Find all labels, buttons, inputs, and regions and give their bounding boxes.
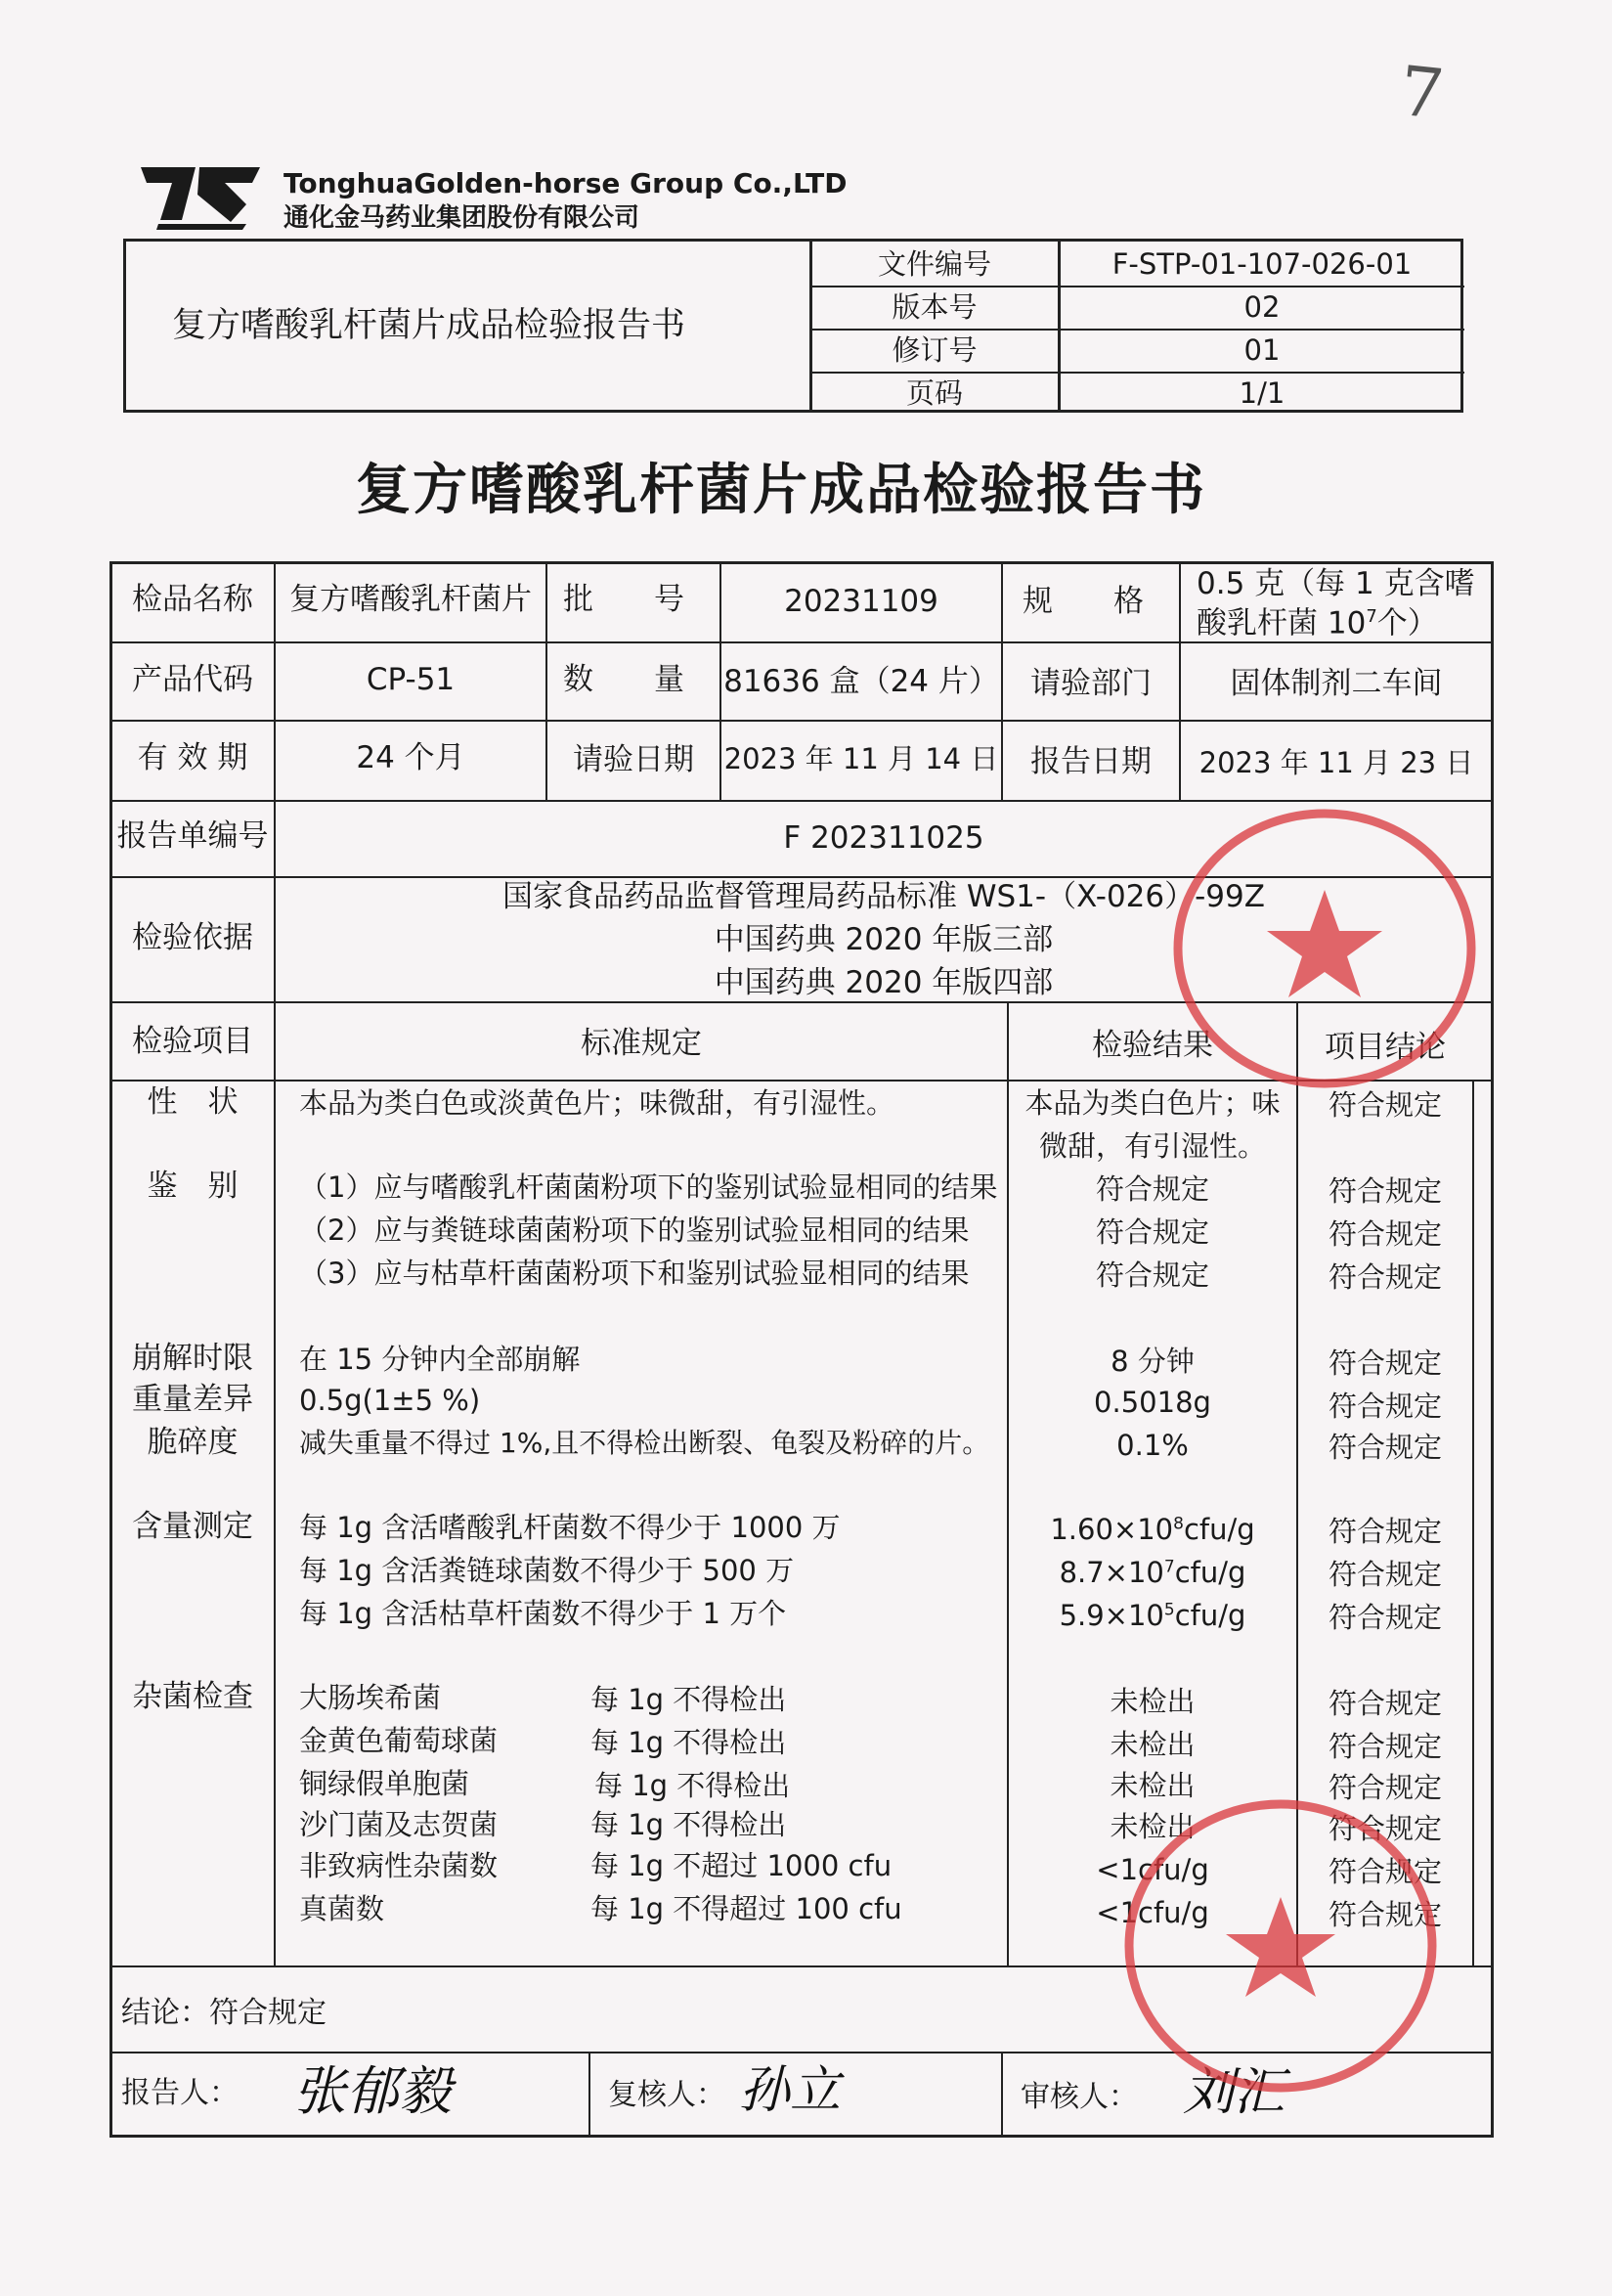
quality-seal-stamp xyxy=(1114,1789,1447,2102)
batch-label: 批 号 xyxy=(563,582,684,617)
standard-friability: 减失重量不得过 1%,且不得检出断裂、龟裂及粉碎的片。 xyxy=(299,1427,990,1459)
microbial-conclusion: 符合规定 xyxy=(1328,1687,1442,1720)
header-doc-title: 复方嗜酸乳杆菌片成品检验报告书 xyxy=(172,306,686,345)
result-assay: $8.7\times 10^7cfu/g$ xyxy=(1059,1556,1246,1589)
request-dept-label: 请验部门 xyxy=(1030,666,1152,701)
item-appearance: 性 状 xyxy=(147,1084,239,1120)
microbial-result: 未检出 xyxy=(1110,1728,1196,1761)
header-conclusion: 项目结论 xyxy=(1325,1030,1446,1065)
conclusion-appearance: 符合规定 xyxy=(1328,1088,1442,1122)
reporter-label: 报告人： xyxy=(121,2076,239,2110)
microbial-organism: 真菌数 xyxy=(299,1892,385,1925)
report-date-label: 报告日期 xyxy=(1030,744,1152,779)
spec-line-1: 0.5 克（每 1 克含嗜 xyxy=(1197,566,1475,601)
conclusion-assay: 符合规定 xyxy=(1328,1515,1442,1548)
standard-assay: 每 1g 含活嗜酸乳杆菌数不得少于 1000 万 xyxy=(299,1511,841,1544)
request-date-label: 请验日期 xyxy=(573,742,694,777)
request-date: 2023 年 11 月 14 日 xyxy=(723,742,999,775)
conclusion-weight-variation: 符合规定 xyxy=(1328,1390,1442,1423)
microbial-organism: 非致病性杂菌数 xyxy=(299,1849,499,1882)
company-logo-icon xyxy=(137,161,264,232)
item-disintegration: 崩解时限 xyxy=(132,1341,253,1376)
approver-signature: 刘汇 xyxy=(1183,2063,1285,2122)
spec-label: 规 格 xyxy=(1023,584,1144,619)
company-name-cn: 通化金马药业集团股份有限公司 xyxy=(283,203,640,233)
reviewer-label: 复核人： xyxy=(608,2078,725,2112)
reviewer-signature: 孙立 xyxy=(739,2061,842,2120)
standard-identification: （2）应与粪链球菌菌粉项下的鉴别试验显相同的结果 xyxy=(299,1214,970,1247)
microbial-limit: 每 1g 不超过 1000 cfu xyxy=(590,1849,893,1882)
report-date: 2023 年 11 月 23 日 xyxy=(1198,746,1474,779)
batch-number: 20231109 xyxy=(784,584,938,619)
microbial-organism: 大肠埃希菌 xyxy=(299,1681,442,1714)
microbial-conclusion: 符合规定 xyxy=(1328,1812,1442,1845)
microbial-limit: 每 1g 不得检出 xyxy=(594,1769,791,1802)
meta-value: 1/1 xyxy=(1239,376,1285,410)
microbial-limit: 每 1g 不得检出 xyxy=(590,1726,787,1759)
meta-label: 文件编号 xyxy=(877,247,991,281)
item-microbial: 杂菌检查 xyxy=(132,1679,253,1714)
conclusion-friability: 符合规定 xyxy=(1328,1431,1442,1464)
microbial-result: <1cfu/g xyxy=(1096,1896,1209,1929)
basis-label: 检验依据 xyxy=(132,920,253,955)
handwritten-page-mark: 7 xyxy=(1395,50,1448,136)
result-disintegration: 8 分钟 xyxy=(1111,1345,1195,1378)
item-friability: 脆碎度 xyxy=(147,1425,239,1460)
reporter-signature: 张郁毅 xyxy=(293,2060,452,2122)
microbial-conclusion: 符合规定 xyxy=(1328,1898,1442,1931)
product-name: 复方嗜酸乳杆菌片 xyxy=(289,582,532,617)
quantity-label: 数 量 xyxy=(563,662,684,697)
microbial-organism: 金黄色葡萄球菌 xyxy=(299,1724,499,1757)
quantity: 81636 盒（24 片） xyxy=(723,664,999,699)
standard-assay: 每 1g 含活粪链球菌数不得少于 500 万 xyxy=(299,1554,795,1587)
result-weight-variation: 0.5018g xyxy=(1094,1386,1211,1419)
microbial-result: 未检出 xyxy=(1110,1685,1196,1718)
expiry: 24 个月 xyxy=(356,740,465,775)
microbial-limit: 每 1g 不得超过 100 cfu xyxy=(590,1892,902,1925)
result-assay: $5.9\times 10^5cfu/g$ xyxy=(1059,1599,1246,1632)
spec-line-2: 酸乳杆菌 $10^7$个） xyxy=(1197,605,1438,641)
microbial-limit: 每 1g 不得检出 xyxy=(590,1808,787,1841)
microbial-conclusion: 符合规定 xyxy=(1328,1855,1442,1888)
product-name-label: 检品名称 xyxy=(132,582,253,617)
result-friability: 0.1% xyxy=(1116,1429,1189,1462)
conclusion-identification: 符合规定 xyxy=(1328,1174,1442,1208)
microbial-conclusion: 符合规定 xyxy=(1328,1771,1442,1804)
item-identification: 鉴 别 xyxy=(147,1169,239,1204)
microbial-result: 未检出 xyxy=(1110,1810,1196,1843)
standard-weight-variation: 0.5g(1±5 %) xyxy=(299,1384,481,1417)
request-dept: 固体制剂二车间 xyxy=(1230,666,1443,701)
report-number: F 202311025 xyxy=(783,820,984,856)
result-identification: 符合规定 xyxy=(1095,1172,1209,1206)
basis-line: 中国药典 2020 年版三部 xyxy=(714,922,1054,957)
product-code-label: 产品代码 xyxy=(132,662,253,697)
meta-value: F-STP-01-107-026-01 xyxy=(1111,247,1413,281)
result-assay: $1.60\times 10^8cfu/g$ xyxy=(1050,1513,1255,1546)
result-identification: 符合规定 xyxy=(1095,1215,1209,1249)
item-weight-variation: 重量差异 xyxy=(132,1382,253,1417)
header-standard: 标准规定 xyxy=(581,1026,702,1061)
basis-line: 国家食品药品监督管理局药品标准 WS1-（X-026）-99Z xyxy=(501,879,1265,914)
header-result: 检验结果 xyxy=(1092,1028,1213,1063)
microbial-organism: 沙门菌及志贺菌 xyxy=(299,1808,499,1841)
result-identification: 符合规定 xyxy=(1095,1258,1209,1292)
microbial-organism: 铜绿假单胞菌 xyxy=(299,1767,470,1800)
item-assay: 含量测定 xyxy=(132,1509,253,1544)
result-appearance: 本品为类白色片；味 xyxy=(1024,1086,1281,1120)
standard-disintegration: 在 15 分钟内全部崩解 xyxy=(299,1343,581,1376)
standard-appearance: 本品为类白色或淡黄色片；味微甜，有引湿性。 xyxy=(299,1086,895,1120)
standard-identification: （1）应与嗜酸乳杆菌菌粉项下的鉴别试验显相同的结果 xyxy=(299,1170,998,1204)
meta-value: 02 xyxy=(1243,290,1281,324)
conclusion-disintegration: 符合规定 xyxy=(1328,1347,1442,1380)
conclusion-assay: 符合规定 xyxy=(1328,1601,1442,1634)
meta-label: 版本号 xyxy=(892,290,978,324)
product-code: CP-51 xyxy=(366,662,456,697)
microbial-limit: 每 1g 不得检出 xyxy=(590,1683,787,1716)
microbial-result: 未检出 xyxy=(1110,1769,1196,1802)
expiry-label: 有 效 期 xyxy=(137,740,248,775)
meta-label: 页码 xyxy=(905,376,963,410)
conclusion-identification: 符合规定 xyxy=(1328,1217,1442,1251)
microbial-result: <1cfu/g xyxy=(1096,1853,1209,1886)
conclusion-identification: 符合规定 xyxy=(1328,1260,1442,1294)
report-no-label: 报告单编号 xyxy=(116,818,269,854)
result-appearance: 微甜，有引湿性。 xyxy=(1038,1129,1266,1163)
inspection-seal-stamp xyxy=(1163,802,1486,1095)
company-name-en: TonghuaGolden-horse Group Co.,LTD xyxy=(283,167,848,199)
final-conclusion: 结论：符合规定 xyxy=(121,1996,327,2030)
report-title: 复方嗜酸乳杆菌片成品检验报告书 xyxy=(356,459,1206,522)
basis-line: 中国药典 2020 年版四部 xyxy=(714,965,1054,1000)
approver-label: 审核人： xyxy=(1021,2080,1138,2114)
conclusion-assay: 符合规定 xyxy=(1328,1558,1442,1591)
meta-value: 01 xyxy=(1243,333,1281,367)
meta-label: 修订号 xyxy=(892,333,978,367)
standard-assay: 每 1g 含活枯草杆菌数不得少于 1 万个 xyxy=(299,1597,787,1630)
microbial-conclusion: 符合规定 xyxy=(1328,1730,1442,1763)
header-item: 检验项目 xyxy=(132,1024,253,1059)
standard-identification: （3）应与枯草杆菌菌粉项下和鉴别试验显相同的结果 xyxy=(299,1257,970,1290)
